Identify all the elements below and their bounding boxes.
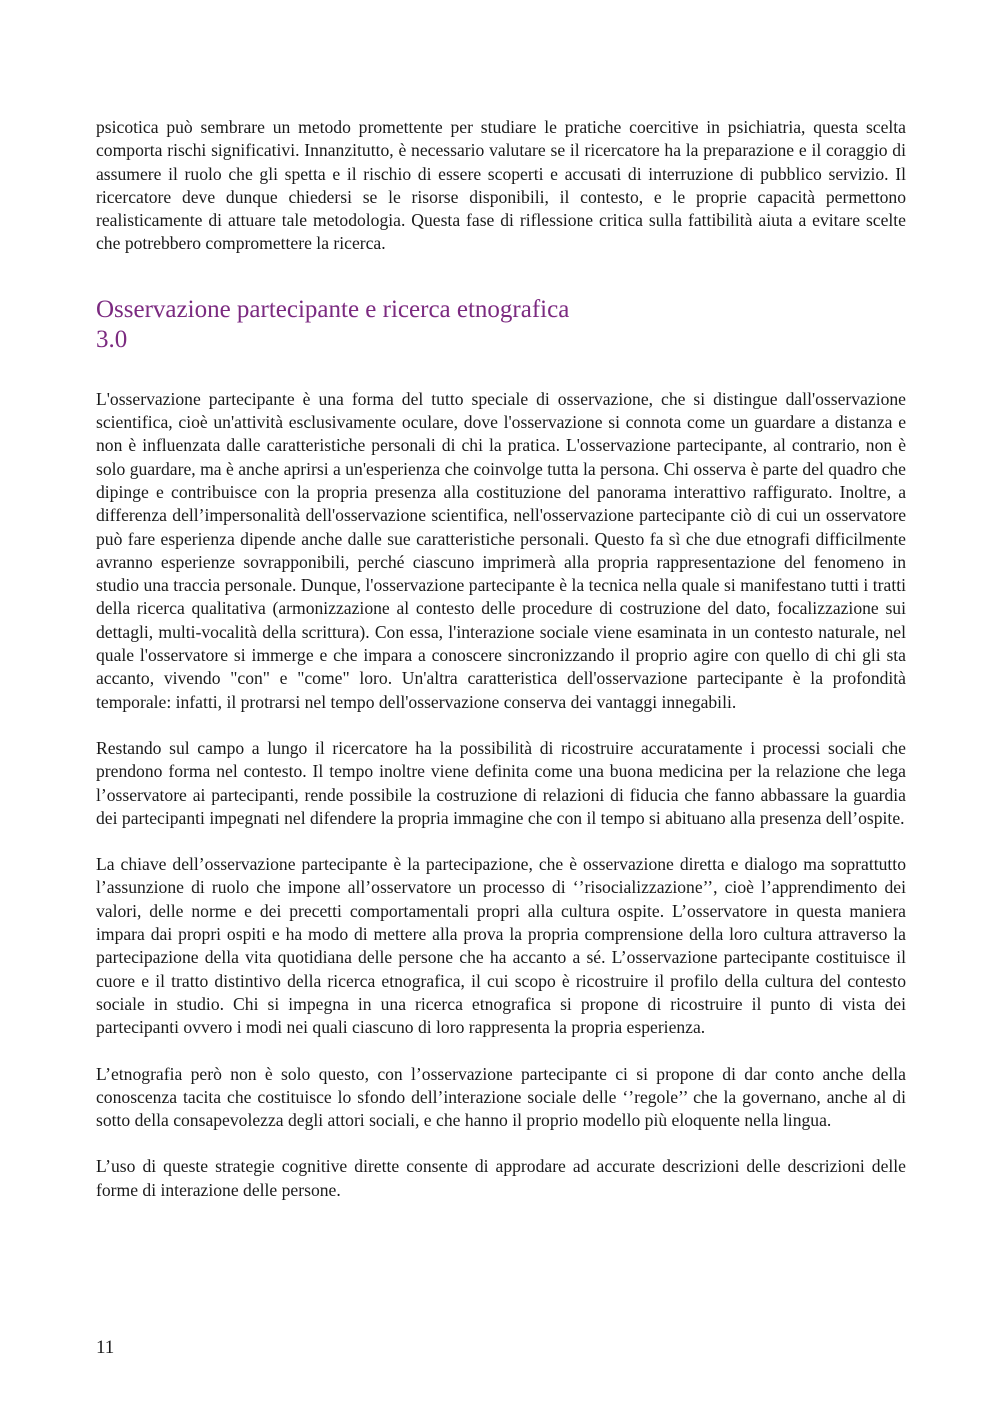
page-body — [96, 116, 906, 1202]
section-title: Osservazione partecipante e ricerca etnografica — [96, 295, 570, 323]
body-paragraph: L’uso di queste strategie cognitive dirette consente di approdare ad accurate descrizioni delle descrizioni delle forme di interazione delle persone. — [96, 1156, 906, 1200]
section-heading — [96, 295, 906, 355]
body-paragraph: L’etnografia però non è solo questo, con l’osservazione partecipante ci si propone di dar conto anche della conoscenza tacita che costituisce lo sfondo dell’interazione sociale delle ‘’regole’’ che la governano, anche al di sotto della consapevolezza degli attori sociali, e che hanno il proprio modello più eloquente nella lingua. — [96, 1063, 906, 1131]
page-number: 11 — [96, 1337, 115, 1358]
body-paragraph: Restando sul campo a lungo il ricercatore ha la possibilità di ricostruire accuratamente i processi sociali che prendono forma nel contesto. Il tempo inoltre viene definita come una buona medicina per la relazione che lega l’osservatore ai partecipanti, rende possibile la costruzione di relazioni di fiducia che fanno abbassare la guardia dei partecipanti impegnati nel difendere la propria immagine che con il tempo si abituano alla presenza dell’ospite. — [96, 737, 906, 828]
body-paragraph: La chiave dell’osservazione partecipante è la partecipazione, che è osservazione diretta e dialogo ma soprattutto l’assunzione di ruolo che impone all’osservatore un processo di ‘’risocializzazione’’, cioè l’apprendimento dei valori, delle norme e dei precetti comportamentali propri alla cultura ospite. L’osservatore in questa maniera impara dai propri ospiti e ha modo di mettere alla prova la propria comprensione della loro cultura attraverso la partecipazione della vita quotidiana delle persone che ha accanto a sé. L’osservazione partecipante costituisce il cuore e il tratto distintivo della ricerca etnografica, il cui scopo è ricostruire il profilo della cultura del contesto sociale in studio. Chi si impegna in una ricerca etnografica si propone di ricostruire il punto di vista dei partecipanti ovvero i modi nei quali ciascuno di loro rappresenta la propria esperienza. — [96, 854, 906, 1038]
body-paragraph: L'osservazione partecipante è una forma del tutto speciale di osservazione, che si distingue dall'osservazione scientifica, cioè un'attività esclusivamente oculare, dove l'osservazione si connota come un guardare a distanza e non è influenzata dalle caratteristiche personali di chi la pratica. L'osservazione partecipante, al contrario, non è solo guardare, ma è anche aprirsi a un'esperienza che coinvolge tutta la persona. Chi osserva è parte del quadro che dipinge e contribuisce con la propria presenza alla costituzione del panorama interattivo raffigurato. Inoltre, a differenza dell’impersonalità dell'osservazione scientifica, nell'osservazione partecipante ciò di cui un osservatore può fare esperienza dipende anche dalle sue caratteristiche personali. Questo fa sì che due etnografi difficilmente avranno esperienze sovrapponibili, perché ciascuno imprimerà alla propria rappresentazione del fenomeno in studio una traccia personale. Dunque, l'osservazione partecipante è la tecnica nella quale si manifestano tutti i tratti della ricerca qualitativa (armonizzazione al contesto delle procedure di costruzione del dato, focalizzazione sui dettagli, multi-vocalità della scrittura). Con essa, l'interazione sociale viene esaminata in un contesto naturale, nel quale l'osservatore si immerge e che impara a conoscere sincronizzando il proprio agire con quello di chi gli sta accanto, vivendo "con" e "come" loro. Un'altra caratteristica dell'osservazione partecipante è la profondità temporale: infatti, il protrarsi nel tempo dell'osservazione conserva dei vantaggi innegabili. — [96, 388, 906, 712]
section-number: 3.0 — [96, 325, 128, 353]
intro-paragraph: psicotica può sembrare un metodo promettente per studiare le pratiche coercitive in psichiatria, questa scelta comporta rischi significativi. Innanzitutto, è necessario valutare se il ricercatore ha la preparazione e il coraggio di assumere il ruolo che gli spetta e il rischio di essere scoperti e accusati di interruzione di pubblico servizio. Il ricercatore deve dunque chiedersi se le risorse disponibili, il contesto, e le proprie capacità permettono realisticamente di attuare tale metodologia. Questa fase di riflessione critica sulla fattibilità aiuta a evitare scelte che potrebbero compromettere la ricerca. — [96, 117, 906, 254]
